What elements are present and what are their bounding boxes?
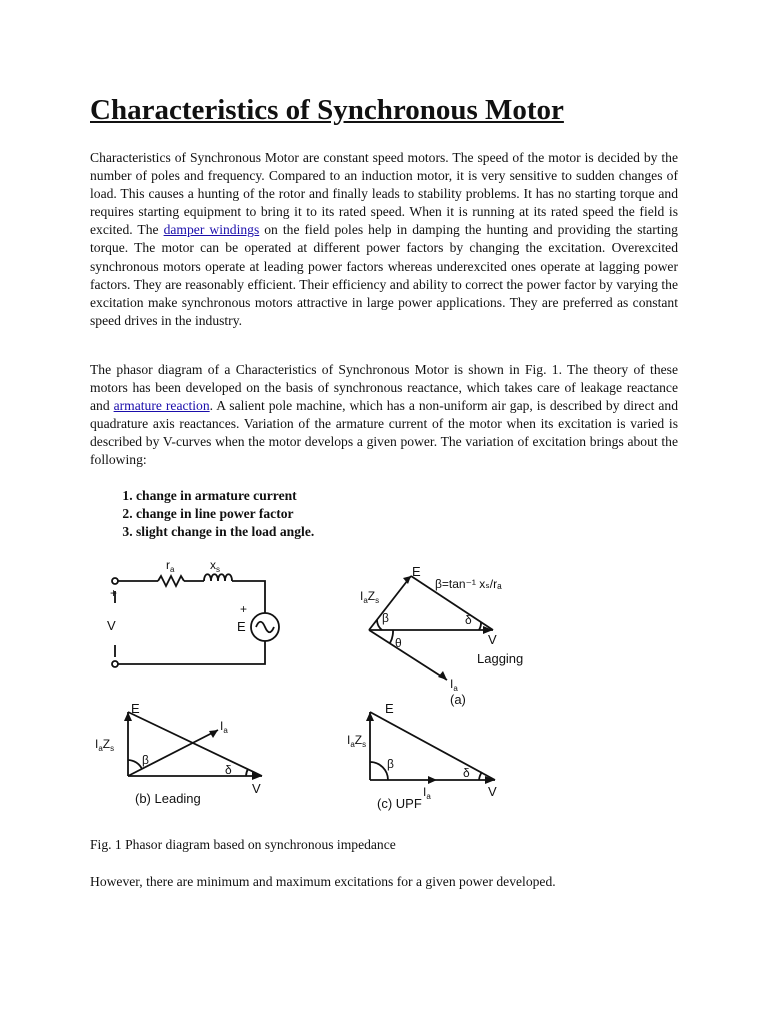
ia-label: $I_a$: [423, 785, 431, 801]
phasor-diagram-leading: [95, 700, 295, 810]
voltage-label: V: [107, 618, 116, 633]
intro-paragraph: [90, 149, 678, 330]
wire-bottom: [118, 641, 265, 664]
plus-sign-left: +: [110, 586, 118, 600]
beta-label: β: [142, 753, 149, 767]
list-item: 2. change in line power factor: [136, 505, 314, 523]
theta-arc: [390, 630, 393, 643]
beta-label: β: [382, 611, 389, 625]
terminal-top: [112, 578, 118, 584]
effects-list: [110, 487, 314, 541]
theta-label: θ: [395, 636, 402, 650]
beta-label: β: [387, 757, 394, 771]
delta-arc: [479, 772, 482, 780]
phasor-paragraph: [90, 361, 678, 470]
beta-arc: [370, 762, 388, 780]
iz-label: $I_aZ_s$: [95, 737, 115, 753]
v-label: V: [488, 784, 497, 799]
list-item: 3. slight change in the load angle.: [136, 523, 314, 541]
v-label: V: [488, 632, 497, 647]
armature-reaction-link[interactable]: armature reaction: [113, 398, 210, 414]
ia-arrowhead: [428, 776, 437, 784]
ac-source-wave: [256, 622, 274, 633]
page-title: Characteristics of Synchronous Motor: [90, 94, 564, 126]
ia-phasor: [369, 630, 447, 680]
closing-paragraph: However, there are minimum and maximum excitations for a given power developed.: [90, 874, 556, 889]
figure-caption: Fig. 1 Phasor diagram based on synchronous impedance: [90, 837, 396, 852]
phasor-diagram-upf: [345, 700, 525, 810]
iz-label: $I_aZ_s$: [360, 589, 380, 605]
phasor-diagram-lagging: [355, 560, 545, 710]
xs-label: $x_s$: [210, 558, 220, 574]
equivalent-circuit: [100, 555, 290, 675]
v-label: V: [252, 781, 261, 796]
e-label: E: [131, 701, 140, 716]
lagging-label: Lagging: [477, 651, 524, 666]
iz-arrowhead: [403, 576, 411, 584]
figure-tag-a: (a): [450, 692, 466, 707]
emf-label: E: [237, 619, 246, 634]
e-label: E: [385, 701, 394, 716]
intro-text-b: on the field poles help in damping the hunting and providing the starting torque. The motor can be operated at different power factors by changing the excitation. Overexcited synchronous motors operate at leading power factors whereas underexcited ones operate at lagging power factors. They are reasonably efficient. Their efficiency and ability to correct the power factor by varying the excitation make synchronous motors attractive in large power applications. They are preferred as constant speed drives in the industry.: [90, 222, 678, 328]
delta-label: δ: [465, 613, 472, 627]
iz-label: $I_aZ_s$: [347, 733, 367, 749]
ia-arrowhead: [438, 671, 447, 680]
inductor-xs: [204, 574, 232, 581]
delta-label: δ: [225, 763, 232, 777]
terminal-bottom: [112, 661, 118, 667]
phasor-text-a: The phasor diagram of a Characteristics of Synchronous Motor is shown in Fig. 1. The theory of these motors has been developed on the basis of synchronous reactance, which takes care of leakage reactance and: [90, 362, 678, 414]
figure-tag-b: (b) Leading: [135, 791, 201, 806]
e-label: E: [412, 564, 421, 579]
intro-text-a: Characteristics of Synchronous Motor are constant speed motors. The speed of the motor is decided by the number of poles and frequency. Compared to an induction motor, it is very sensitive to sudden changes of load. This causes a hunting of the rotor and finally leads to stability problems. It has no starting torque and requires starting equipment to bring it to its rated speed. When it is running at its rated speed the field is excited. The: [90, 150, 678, 238]
ra-label: $r_a$: [166, 558, 175, 574]
phasor-text-b: . A salient pole machine, which has a non-uniform air gap, is described by direct and quadrature axis reactances. Variation of the armature current of the motor when its excitation is varied is described by V-curves when the motor develops a given power. The variation of excitation brings about the following:: [90, 398, 678, 468]
beta-formula: β=tan⁻¹ xₛ/rₐ: [435, 577, 502, 591]
damper-windings-link[interactable]: damper windings: [163, 222, 260, 238]
plus-sign-source: +: [240, 602, 248, 616]
beta-arc: [128, 760, 142, 769]
list-item: 1. change in armature current: [136, 487, 314, 505]
resistor-ra: [158, 576, 184, 586]
delta-arc: [246, 769, 248, 776]
wire-top-right: [232, 581, 265, 613]
ia-label: $I_a$: [450, 677, 458, 693]
delta-label: δ: [463, 766, 470, 780]
figure-tag-c: (c) UPF: [377, 796, 422, 811]
delta-arc: [479, 622, 481, 630]
ia-label: $I_a$: [220, 719, 228, 735]
